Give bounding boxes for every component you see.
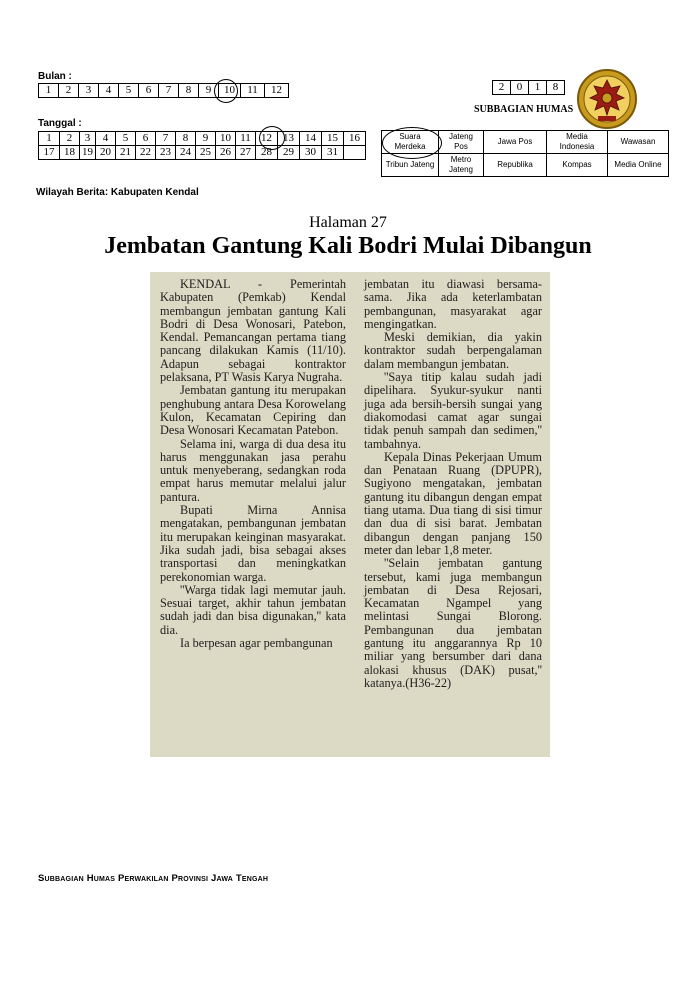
footer-unit [38,873,268,884]
grid-cell: 14 [300,132,322,146]
grid-cell: 7 [159,84,179,98]
grid-cell: 22 [136,146,156,160]
article-column-1 [160,278,346,650]
grid-cell: 7 [156,132,176,146]
footer-text: Subbagian Humas Perwakilan Provinsi Jawa Tengah [38,873,269,884]
grid-cell: 11 [236,132,256,146]
grid-cell: 9 [199,84,219,98]
article-paragraph: Bupati Mirna Annisa mengatakan, pembangunan jembatan itu merupakan keinginan masyarakat. Jika sudah jadi, bisa sebagai akses transportasi dan meningkatkan perekonomian warga. [160,503,346,584]
media-table [381,130,669,177]
tanggal-label: Tanggal : [38,118,82,129]
grid-cell: 17 [39,146,60,160]
grid-cell: 23 [156,146,176,160]
media-cell: Kompas [547,154,608,177]
wilayah-berita: Wilayah Berita: Kabupaten Kendal [36,187,199,198]
grid-cell: 10 [216,132,236,146]
grid-cell: 19 [80,146,96,160]
article-paragraph: Selama ini, warga di dua desa itu harus menggunakan jasa perahu untuk menyeberang, sedangkan roda empat harus memutar melalui jalur pantura. [160,436,346,504]
article-paragraph: Meski demikian, dia yakin kontraktor sudah berpengalaman dalam membangun jembatan. [364,330,542,371]
bulan-label: Bulan : [38,71,72,82]
grid-cell: 16 [344,132,366,146]
grid-cell: 4 [99,84,119,98]
grid-cell: 28 [256,146,278,160]
grid-cell: 18 [60,146,80,160]
grid-cell: 6 [136,132,156,146]
month-grid [38,83,289,98]
article-paragraph: KENDAL - Pemerintah Kabupaten (Pemkab) Kendal membangun jembatan gantung Kali Bodri di Desa Wonosari, Patebon, Kendal. Pemancangan pertama tiang pancang dilakukan Kamis (11/10). Adapun sebagai kontraktor pelaksana, PT Wasis Karya Nugraha. [160,277,346,385]
media-cell: Jawa Pos [484,131,547,154]
grid-cell: 24 [176,146,196,160]
unit-name: SUBBAGIAN HUMAS [474,104,574,115]
grid-cell: 0 [511,81,529,95]
grid-cell: 29 [278,146,300,160]
grid-cell: 30 [300,146,322,160]
article-paragraph: jembatan itu diawasi bersama-sama. Jika ada keterlambatan pembangunan, masyarakat agar mengingatkan. [364,277,542,331]
media-cell: Suara Merdeka [382,131,439,154]
article-paragraph: ''Selain jembatan gantung tersebut, kami juga membangun jembatan di Desa Rejosari, Kecamatan Ngampel yang melintasi Sungai Blorong. Pembangunan dua jembatan gantung itu anggarannya Rp 10 miliar yang bersumber dari dana alokasi khusus (DAK) pusat,'' katanya.(H36-22) [364,556,542,690]
grid-cell: 2 [59,84,79,98]
grid-cell: 5 [119,84,139,98]
media-cell: Jateng Pos [439,131,484,154]
grid-cell: 26 [216,146,236,160]
article-paragraph: Jembatan gantung itu merupakan penghubung antara Desa Korowelang Kulon, Kecamatan Cepiring dan Desa Wonosari Kecamatan Patebon. [160,383,346,438]
media-cell: Tribun Jateng [382,154,439,177]
media-cell: Media Online [608,154,669,177]
grid-cell: 8 [179,84,199,98]
grid-cell: 13 [278,132,300,146]
date-grid [38,131,366,160]
grid-cell: 1 [39,132,60,146]
grid-cell: 12 [256,132,278,146]
garuda-emblem-icon [576,68,638,130]
grid-cell: 31 [322,146,344,160]
media-cell: Wawasan [608,131,669,154]
grid-cell: 12 [265,84,289,98]
grid-cell: 15 [322,132,344,146]
grid-cell: 9 [196,132,216,146]
grid-cell: 8 [176,132,196,146]
grid-cell: 11 [241,84,265,98]
article-paragraph: Kepala Dinas Pekerjaan Umum dan Penataan Ruang (DPUPR), Sugiyono mengatakan, jembatan gantung itu dibangun dengan empat tiang utama. Dua tiang di sisi timur dan dua di sisi barat. Jembatan dibangun dengan panjang 150 meter dan lebar 1,8 meter. [364,449,542,557]
article-paragraph: ''Warga tidak lagi memutar jauh. Sesuai target, akhir tahun jembatan sudah jadi dan bisa digunakan,'' kata dia. [160,582,346,637]
grid-cell: 1 [39,84,59,98]
media-cell: Media Indonesia [547,131,608,154]
page-number: Halaman 27 [309,214,387,231]
grid-cell: 6 [139,84,159,98]
media-cell: Republika [484,154,547,177]
grid-cell: 4 [96,132,116,146]
grid-cell: 25 [196,146,216,160]
article-paragraph: Ia berpesan agar pembangunan [180,636,333,651]
news-clipping [150,272,550,757]
grid-cell [344,146,366,160]
grid-cell: 3 [79,84,99,98]
grid-cell: 2 [493,81,511,95]
grid-cell: 1 [529,81,547,95]
grid-cell: 8 [547,81,565,95]
grid-cell: 27 [236,146,256,160]
media-cell: Metro Jateng [439,154,484,177]
grid-cell: 21 [116,146,136,160]
grid-cell: 10 [219,84,241,98]
headline: Jembatan Gantung Kali Bodri Mulai Dibangun [104,233,592,259]
grid-cell: 20 [96,146,116,160]
grid-cell: 2 [60,132,80,146]
grid-cell: 5 [116,132,136,146]
article-paragraph: ''Saya titip kalau sudah jadi dipelihara. Syukur-syukur nanti juga ada bersih-bersih sungai yang diakomodasi camat agar sungai tidak penuh sampah dan sedimen,'' tambahnya. [364,370,542,451]
year-box [492,80,565,95]
grid-cell: 3 [80,132,96,146]
article-column-2 [364,278,542,690]
